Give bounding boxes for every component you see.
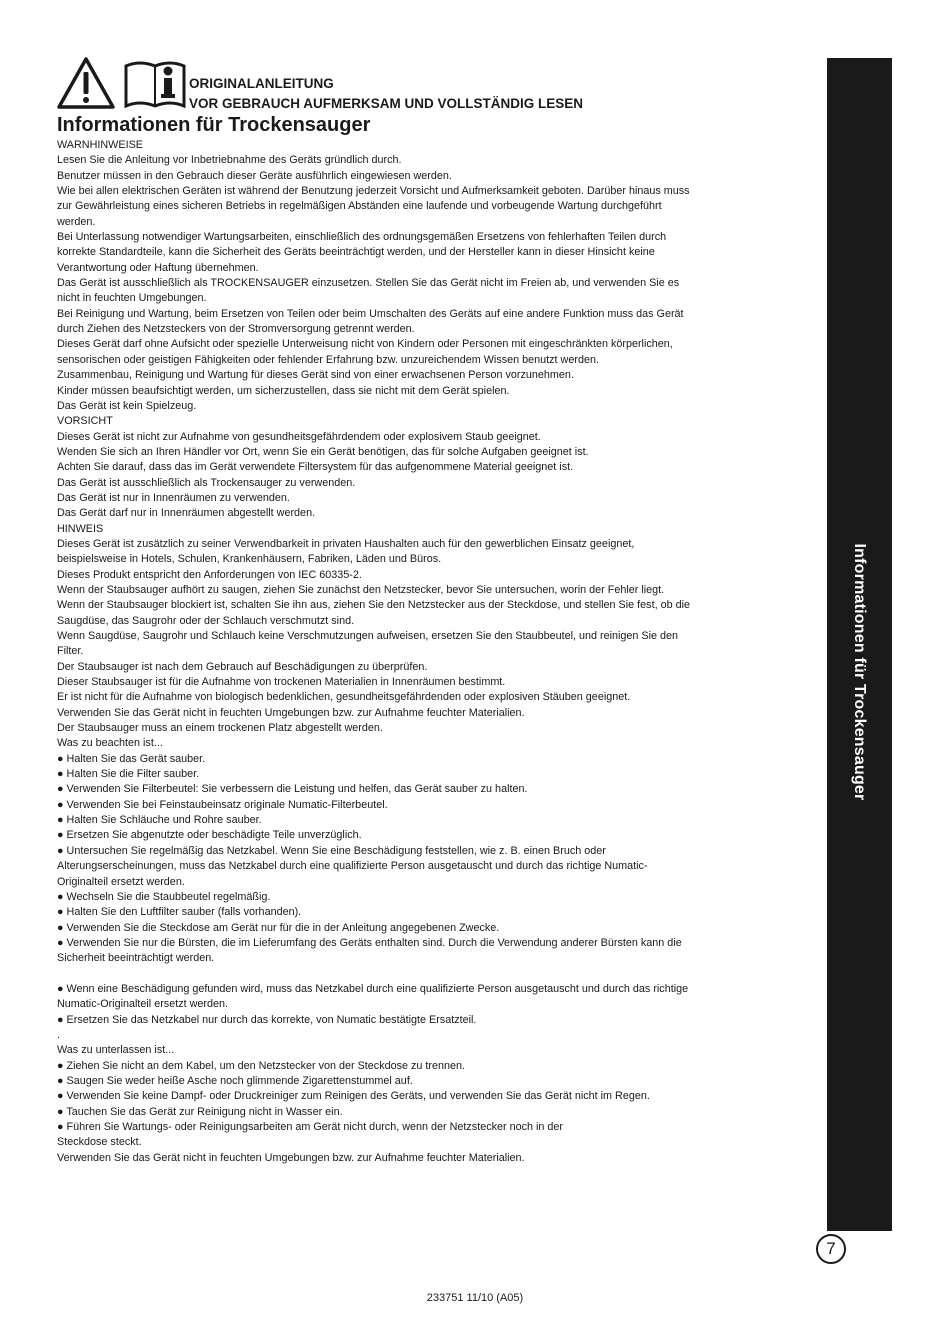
- text-line: Wenn Saugdüse, Saugrohr und Schlauch keine Verschmutzungen aufweisen, ersetzen Sie den Staubbeutel, und reinigen Sie den: [57, 630, 679, 642]
- text-line: Verwenden Sie das Gerät nicht in feuchten Umgebungen bzw. zur Aufnahme feuchter Materialien.: [57, 1151, 525, 1164]
- text-line: Verwenden Sie das Gerät nicht in feuchten Umgebungen bzw. zur Aufnahme feuchter Materialien.: [57, 706, 525, 719]
- text-line: WARNHINWEISE: [57, 139, 143, 151]
- text-line: VORSICHT: [57, 415, 113, 428]
- text-line: .: [57, 1028, 60, 1041]
- subtitle-original-manual: ORIGINALANLEITUNG: [189, 76, 334, 91]
- text-line: Dieses Gerät ist nicht zur Aufnahme von gesundheitsgefährdendem oder explosivem Staub geeignet.: [57, 430, 541, 443]
- text-line: ● Halten Sie die Filter sauber.: [57, 768, 200, 781]
- warning-triangle-icon: [56, 56, 116, 110]
- text-line: Das Gerät ist nur in Innenräumen zu verwenden.: [57, 491, 290, 504]
- text-line: Das Gerät ist kein Spielzeug.: [57, 399, 197, 412]
- text-line: ● Tauchen Sie das Gerät zur Reinigung nicht in Wasser ein.: [57, 1105, 343, 1118]
- text-line: ● Verwenden Sie nur die Bürsten, die im Lieferumfang des Geräts enthalten sind. Durch die Verwendung anderer Bürsten kann die: [57, 936, 682, 949]
- text-line: ● Wechseln Sie die Staubbeutel regelmäßig.: [57, 890, 271, 903]
- text-line: Originalteil ersetzt werden.: [57, 875, 185, 888]
- text-line: Saugdüse, das Saugrohr oder der Schlauch verschmutzt sind.: [57, 614, 355, 627]
- text-line: ● Verwenden Sie keine Dampf- oder Druckreiniger zum Reinigen des Geräts, und verwenden Sie das Gerät nicht im Regen.: [57, 1090, 650, 1103]
- text-line: Kinder müssen beaufsichtigt werden, um sicherzustellen, dass sie nicht mit dem Gerät spielen.: [57, 384, 510, 397]
- text-line: Bei Reinigung und Wartung, beim Ersetzen von Teilen oder beim Umschalten des Geräts auf eine andere Funktion muss das Gerät: [57, 307, 684, 320]
- text-line: ● Ersetzen Sie das Netzkabel nur durch das korrekte, von Numatic bestätigte Ersatzteil.: [57, 1013, 477, 1026]
- subtitle-read-before-use: VOR GEBRAUCH AUFMERKSAM UND VOLLSTÄNDIG LESEN: [189, 96, 584, 111]
- page-number: 7: [816, 1234, 846, 1264]
- text-line: ● Führen Sie Wartungs- oder Reinigungsarbeiten am Gerät nicht durch, wenn der Netzstecker noch in der: [57, 1121, 564, 1133]
- text-line: zur Gewährleistung eines sicheren Betriebs in regelmäßigen Abständen eine laufende und vorbeugende Wartung durchgeführt: [57, 200, 662, 213]
- text-line: Achten Sie darauf, dass das im Gerät verwendete Filtersystem für das aufgenommene Material geeignet ist.: [57, 461, 574, 474]
- text-line: ● Verwenden Sie bei Feinstaubeinsatz originale Numatic-Filterbeutel.: [57, 798, 388, 811]
- text-line: werden.: [57, 215, 96, 228]
- text-line: Wenden Sie sich an Ihren Händler vor Ort, wenn Sie ein Gerät benötigen, das für solche Aufgaben geeignet ist.: [57, 445, 589, 458]
- text-line: ● Saugen Sie weder heiße Asche noch glimmende Zigarettenstummel auf.: [57, 1074, 413, 1087]
- text-line: ● Ersetzen Sie abgenutzte oder beschädigte Teile unverzüglich.: [57, 829, 362, 842]
- text-line: Filter.: [57, 645, 84, 658]
- text-line: Verantwortung oder Haftung übernehmen.: [57, 261, 259, 274]
- text-line: ● Halten Sie Schläuche und Rohre sauber.: [57, 814, 262, 827]
- footer-doc-code: 233751 11/10 (A05): [426, 1292, 524, 1304]
- text-line: Er ist nicht für die Aufnahme von biologisch bedenklichen, gesundheitsgefährdenden oder explosiven Stäuben geeignet.: [57, 691, 631, 704]
- text-line: ● Untersuchen Sie regelmäßig das Netzkabel. Wenn Sie eine Beschädigung feststellen, wie z. B. einen Bruch oder: [57, 844, 606, 857]
- page-title: Informationen für Trockensauger: [57, 114, 371, 136]
- text-line: Zusammenbau, Reinigung und Wartung für dieses Gerät sind von einer erwachsenen Person vorzunehmen.: [57, 369, 574, 382]
- text-line: Wenn der Staubsauger blockiert ist, schalten Sie ihn aus, ziehen Sie den Netzstecker aus der Steckdose, und stellen Sie fest, ob die: [57, 599, 690, 612]
- text-line: ● Verwenden Sie die Steckdose am Gerät nur für die in der Anleitung angegebenen Zwecke.: [57, 921, 500, 934]
- text-line: Wenn der Staubsauger aufhört zu saugen, ziehen Sie zunächst den Netzstecker, bevor Sie untersuchen, worin der Fehler liegt.: [57, 583, 665, 596]
- text-line: korrekte Standardteile, kann die Sicherheit des Geräts beeinträchtigt werden, und der Hersteller kann in dieser Hinsicht keine: [57, 246, 655, 259]
- text-line: durch Ziehen des Netzsteckers von der Stromversorgung getrennt werden.: [57, 323, 415, 336]
- text-line: HINWEIS: [57, 522, 104, 535]
- text-line: Was zu unterlassen ist...: [57, 1044, 175, 1057]
- text-line: Benutzer müssen in den Gebrauch dieser Geräte ausführlich eingewiesen werden.: [57, 169, 452, 182]
- text-line: Wie bei allen elektrischen Geräten ist während der Benutzung jederzeit Vorsicht und Aufmerksamkeit geboten. Darüber hinaus muss: [57, 185, 690, 198]
- text-line: Das Gerät ist ausschließlich als Trockensauger zu verwenden.: [57, 476, 356, 489]
- text-line: Der Staubsauger muss an einem trockenen Platz abgestellt werden.: [57, 722, 383, 735]
- text-line: Lesen Sie die Anleitung vor Inbetriebnahme des Geräts gründlich durch.: [57, 154, 402, 167]
- text-line: sensorischen oder geistigen Fähigkeiten oder fehlender Erfahrung bzw. unzureichendem Wissen benutzt werden.: [57, 353, 599, 366]
- text-line: Der Staubsauger ist nach dem Gebrauch auf Beschädigungen zu überprüfen.: [57, 660, 428, 673]
- text-line: beispielsweise in Hotels, Schulen, Krankenhäusern, Fabriken, Läden und Büros.: [57, 553, 442, 566]
- text-line: ● Wenn eine Beschädigung gefunden wird, muss das Netzkabel durch eine qualifizierte Person ausgetauscht und durch das richtige: [57, 982, 689, 995]
- body-text: [57, 138, 817, 1166]
- manual-info-icon: [122, 56, 188, 110]
- text-line: ● Verwenden Sie Filterbeutel: Sie verbessern die Leistung und helfen, das Gerät sauber zu halten.: [57, 783, 528, 796]
- text-line: ● Ziehen Sie nicht an dem Kabel, um den Netzstecker von der Steckdose zu trennen.: [57, 1059, 466, 1072]
- text-line: Dieses Produkt entspricht den Anforderungen von IEC 60335-2.: [57, 568, 362, 581]
- text-line: Bei Unterlassung notwendiger Wartungsarbeiten, einschließlich des ordnungsgemäßen Ersetzens von fehlerhaften Teilen durch: [57, 231, 667, 244]
- text-line: Dieses Gerät darf ohne Aufsicht oder spezielle Unterweisung nicht von Kindern oder Personen mit eingeschränkten körperlichen,: [57, 338, 673, 351]
- text-line: Das Gerät ist ausschließlich als TROCKENSAUGER einzusetzen. Stellen Sie das Gerät nicht im Freien ab, und verwenden Sie es: [57, 277, 680, 290]
- text-line: ● Halten Sie das Gerät sauber.: [57, 752, 206, 765]
- text-line: Alterungserscheinungen, muss das Netzkabel durch eine qualifizierte Person ausgetauscht und durch das richtige Numatic-: [57, 860, 648, 873]
- text-line: ● Halten Sie den Luftfilter sauber (falls vorhanden).: [57, 906, 302, 919]
- text-line: Dieser Staubsauger ist für die Aufnahme von trockenen Materialien in Innenräumen bestimmt.: [57, 676, 506, 689]
- text-line: Das Gerät darf nur in Innenräumen abgestellt werden.: [57, 507, 316, 520]
- text-line: Sicherheit beeinträchtigt werden.: [57, 952, 215, 965]
- text-line: Dieses Gerät ist zusätzlich zu seiner Verwendbarkeit in privaten Haushalten auch für den gewerblichen Einsatz geeignet,: [57, 537, 635, 550]
- text-line: Numatic-Originalteil ersetzt werden.: [57, 998, 229, 1011]
- text-line: Steckdose steckt.: [57, 1136, 142, 1149]
- text-line: nicht in feuchten Umgebungen.: [57, 292, 207, 305]
- text-line: [57, 967, 817, 982]
- side-tab-label: Informationen für Trockensauger: [851, 543, 868, 801]
- text-line: Was zu beachten ist...: [57, 737, 163, 750]
